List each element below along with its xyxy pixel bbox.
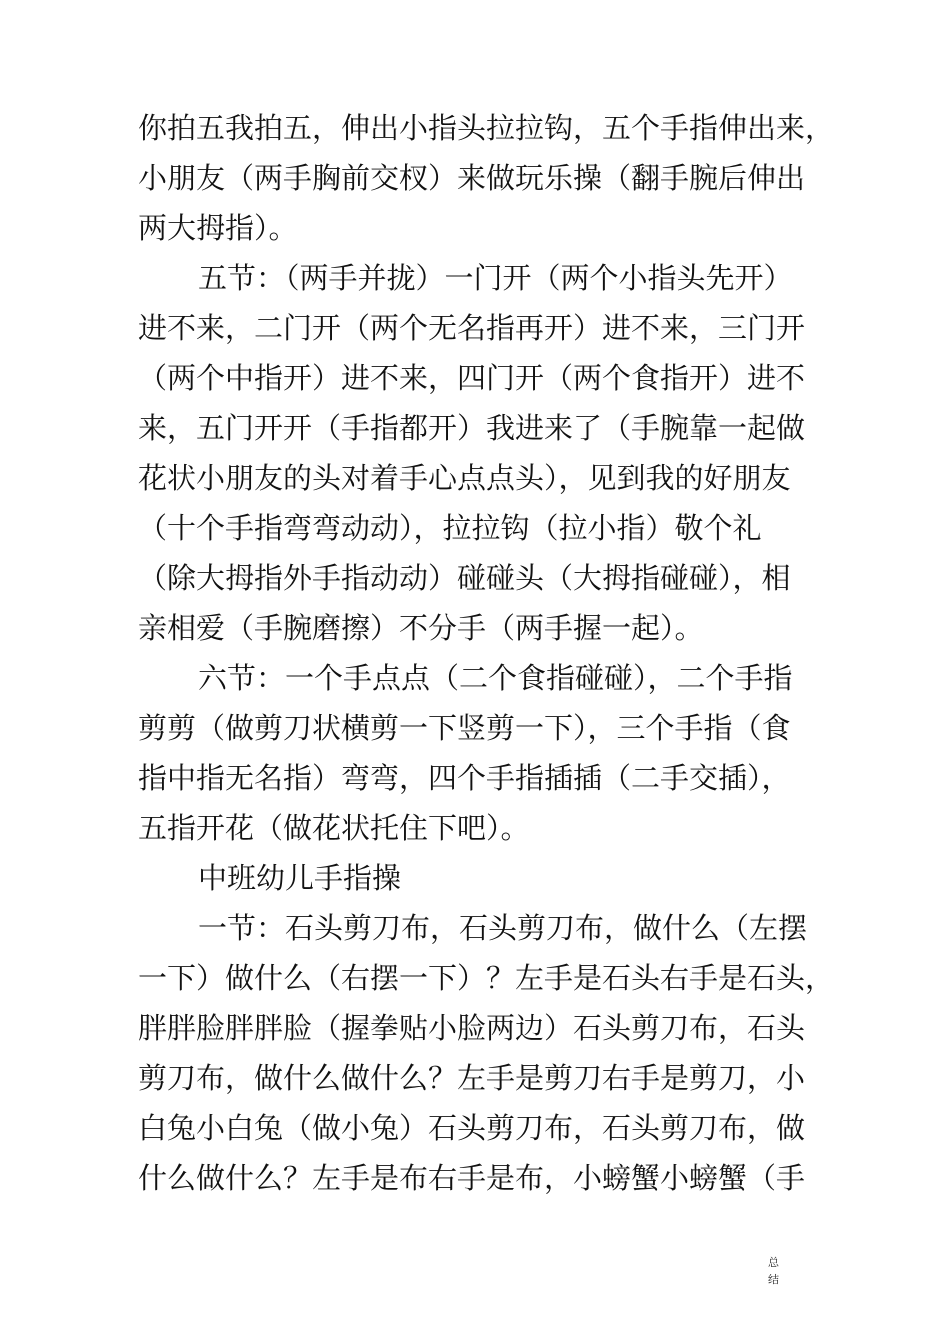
- body-text: [138, 103, 835, 1203]
- text-line: 一下）做什么（右摆一下）？左手是石头右手是石头，: [138, 961, 835, 995]
- text-line: 小朋友（两手胸前交杈）来做玩乐操（翻手腕后伸出: [138, 161, 806, 195]
- text-line: （十个手指弯弯动动），拉拉钩（拉小指）敬个礼: [138, 511, 762, 545]
- text-line: 亲相爱（手腕磨擦）不分手（两手握一起）。: [138, 611, 704, 645]
- text-line: 你拍五我拍五，伸出小指头拉拉钩，五个手指伸出来，: [138, 111, 835, 145]
- text-line: 什么做什么？左手是布右手是布，小螃蟹小螃蟹（手: [138, 1161, 806, 1195]
- text-line: 来，五门开开（手指都开）我进来了（手腕靠一起做: [138, 411, 806, 445]
- page-footer: [768, 1254, 788, 1288]
- text-line: 白兔小白兔（做小兔）石头剪刀布，石头剪刀布，做: [138, 1111, 806, 1145]
- text-line: 指中指无名指）弯弯，四个手指插插（二手交插），: [138, 761, 791, 795]
- text-line: （两个中指开）进不来，四门开（两个食指开）进不: [138, 361, 806, 395]
- text-line: 花状小朋友的头对着手心点点头），见到我的好朋友: [138, 461, 791, 495]
- text-line: 胖胖脸胖胖脸（握拳贴小脸两边）石头剪刀布，石头: [138, 1011, 806, 1045]
- footer-char-1: 总: [768, 1256, 779, 1269]
- text-line: 一节：石头剪刀布，石头剪刀布，做什么（左摆: [198, 911, 808, 945]
- text-line: 进不来，二门开（两个无名指再开）进不来，三门开: [138, 311, 806, 345]
- text-line: 中班幼儿手指操: [198, 861, 402, 895]
- text-line: 五指开花（做花状托住下吧）。: [138, 811, 530, 845]
- text-line: （除大拇指外手指动动）碰碰头（大拇指碰碰），相: [138, 561, 791, 595]
- text-line: 剪刀布，做什么做什么？左手是剪刀右手是剪刀，小: [138, 1061, 806, 1095]
- footer-char-2: 结: [768, 1273, 779, 1286]
- text-line: 两大拇指）。: [138, 211, 298, 245]
- text-line: 六节：一个手点点（二个食指碰碰），二个手指: [198, 661, 793, 695]
- text-line: 剪剪（做剪刀状横剪一下竖剪一下），三个手指（食: [138, 711, 791, 745]
- text-line: 五节：（两手并拢）一门开（两个小指头先开）: [198, 261, 793, 295]
